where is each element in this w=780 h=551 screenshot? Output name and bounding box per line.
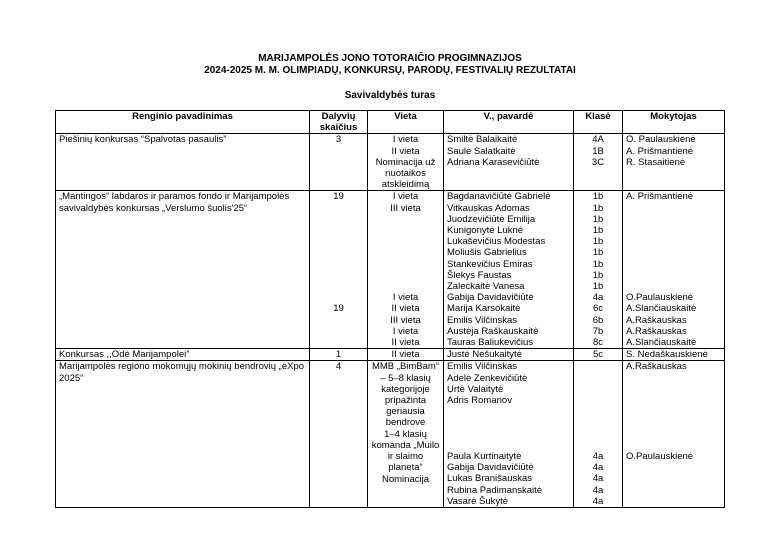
column-header-teacher: Mokytojas <box>623 111 725 134</box>
student-name: Emilis Vilčinskas <box>447 361 518 373</box>
student-name: Šlekys Faustas <box>447 269 512 281</box>
class <box>577 373 619 384</box>
table-row <box>56 134 725 191</box>
place <box>371 270 440 281</box>
student-name: Juodzevičiūtė Emilija <box>447 213 536 225</box>
class: 4a <box>592 462 604 474</box>
place: MMB „BimBam“ – 5–8 klasių kategorijoje pripažinta geriausia bendrove <box>371 361 440 429</box>
teacher: O.Paulauskienė <box>626 450 694 462</box>
teacher <box>626 270 721 281</box>
place-cell <box>368 361 444 508</box>
place: III vieta <box>390 202 421 214</box>
event-name: Marijampolės regiono mokomųjų mokinių bendrovių „eXpo 2025“ <box>59 361 305 384</box>
class: 1b <box>592 225 604 237</box>
teacher <box>626 259 721 270</box>
event-name-cell <box>56 361 310 508</box>
student-name: Kunigonytė Luknė <box>447 225 524 237</box>
event-name: „Mantingos“ labdaros ir paramos fondo ir Marijampolės savivaldybės konkursas „Verslumo šuolis'25“ <box>59 191 290 214</box>
class: 4a <box>592 473 604 485</box>
student-name <box>447 440 570 451</box>
class-cell <box>574 349 623 361</box>
participant-count <box>313 203 364 214</box>
participant-count <box>313 292 364 303</box>
teacher <box>626 373 721 384</box>
teacher: A.Raškauskas <box>626 361 687 373</box>
teacher: A. Prišmantienė <box>626 191 694 203</box>
place: III vieta <box>390 314 421 326</box>
results-table <box>55 110 725 508</box>
class: 1b <box>592 247 604 259</box>
class <box>577 361 619 372</box>
class: 4A <box>592 134 604 146</box>
column-header-event: Renginio pavadinimas <box>56 111 310 134</box>
teacher <box>626 203 721 214</box>
place <box>371 236 440 247</box>
student-name: Bagdanavičiūtė Gabrielė <box>447 191 551 203</box>
class: 1b <box>592 236 604 248</box>
place <box>371 247 440 258</box>
place: II vieta <box>391 336 420 348</box>
table-row <box>56 191 725 349</box>
student-name: Paula Kurtinaitytė <box>447 451 522 463</box>
class: 1b <box>592 202 604 214</box>
teacher <box>626 417 721 428</box>
participant-count: 19 <box>333 191 344 203</box>
participant-count: 1 <box>335 349 342 361</box>
participant-count: 3 <box>335 134 342 146</box>
class: 1b <box>592 213 604 225</box>
student-name: Moliušis Gabrielius <box>447 247 527 259</box>
table-row <box>56 361 725 508</box>
class <box>577 417 619 428</box>
column-header-class: Klasė <box>574 111 623 134</box>
place: II vieta <box>391 145 420 157</box>
class: 1b <box>592 281 604 293</box>
place <box>371 259 440 270</box>
student-name: Saulė Salatkaitė <box>447 145 516 157</box>
school-title: MARIJAMPOLĖS JONO TOTORAIČIO PROGIMNAZIJOS <box>258 53 522 64</box>
participant-count: 4 <box>335 361 342 373</box>
teacher: S. Nedaškauskienė <box>626 349 708 361</box>
place: I vieta <box>392 134 419 146</box>
class <box>577 406 619 417</box>
teacher <box>626 236 721 247</box>
student-name: Zaleckaitė Vanesa <box>447 281 525 293</box>
student-name-cell <box>444 361 574 508</box>
place <box>371 214 440 225</box>
participant-count <box>313 281 364 292</box>
student-name: Tauras Baliukevičius <box>447 337 534 349</box>
teacher: O. Paulauskienė <box>626 134 696 146</box>
participant-count: 19 <box>333 303 344 315</box>
place: I vieta <box>392 191 419 203</box>
teacher: A. Prišmantienė <box>626 145 694 157</box>
teacher <box>626 281 721 292</box>
student-name: Lukaševičius Modestas <box>447 236 546 248</box>
teacher <box>626 225 721 236</box>
class: 1b <box>592 191 604 203</box>
student-name: Emilis Vilčinskas <box>447 314 518 326</box>
teacher <box>626 429 721 440</box>
teacher <box>626 384 721 395</box>
teacher-cell <box>623 191 725 349</box>
class: 8c <box>592 337 604 349</box>
student-name: Justė Nešukaitytė <box>447 349 522 361</box>
student-name: Smiltė Balaikaitė <box>447 134 518 146</box>
place-cell <box>368 191 444 349</box>
class <box>577 429 619 440</box>
class: 1B <box>592 145 604 157</box>
participant-count <box>313 225 364 236</box>
student-name: Lukas Branišauskas <box>447 473 533 485</box>
student-name-cell <box>444 134 574 191</box>
class <box>577 395 619 406</box>
class: 6b <box>592 314 604 326</box>
class: 4a <box>592 292 604 304</box>
teacher <box>626 247 721 258</box>
participant-count-cell <box>310 191 368 349</box>
class: 7b <box>592 325 604 337</box>
student-name <box>447 406 570 417</box>
class-cell <box>574 361 623 508</box>
participant-count-cell <box>310 361 368 508</box>
class: 1b <box>592 269 604 281</box>
class <box>577 440 619 451</box>
student-name: Adelė Zenkevičiūtė <box>447 372 528 384</box>
participant-count <box>313 214 364 225</box>
student-name: Austėja Raškauskaitė <box>447 325 539 337</box>
participant-count <box>313 236 364 247</box>
place-cell <box>368 349 444 361</box>
teacher-cell <box>623 349 725 361</box>
place: 1–4 klasių komanda „Muilo ir slaimo planeta“ Nominacija <box>371 428 440 485</box>
teacher: R. Stasaitienė <box>626 156 686 168</box>
class-cell <box>574 191 623 349</box>
student-name-cell <box>444 349 574 361</box>
class: 5c <box>592 349 604 361</box>
event-name-cell <box>56 134 310 191</box>
event-name: Konkursas ,,Odė Marijampolei” <box>59 349 190 361</box>
participant-count <box>313 270 364 281</box>
teacher: A.Slančiauskaitė <box>626 303 697 315</box>
student-name <box>447 429 570 440</box>
place-cell <box>368 134 444 191</box>
teacher-cell <box>623 134 725 191</box>
class <box>577 384 619 395</box>
table-header-row <box>56 111 725 134</box>
class: 3C <box>591 156 605 168</box>
teacher: A.Raškauskas <box>626 325 687 337</box>
class-cell <box>574 134 623 191</box>
place: II vieta <box>391 349 420 361</box>
place <box>371 281 440 292</box>
section-title: Savivaldybės turas <box>344 90 436 101</box>
teacher: O.Paulauskienė <box>626 292 694 304</box>
class: 4a <box>592 484 604 496</box>
place: II vieta <box>391 303 420 315</box>
student-name: Stankevičius Emiras <box>447 258 533 270</box>
student-name-cell <box>444 191 574 349</box>
student-name: Vasarė Šukytė <box>447 495 509 507</box>
event-name: Piešinių konkursas “Spalvotas pasaulis” <box>59 134 227 146</box>
student-name: Rubina Padimanskaitė <box>447 484 543 496</box>
student-name: Urtė Valaitytė <box>447 383 504 395</box>
class: 1b <box>592 258 604 270</box>
event-name-cell <box>56 349 310 361</box>
participant-count-cell <box>310 349 368 361</box>
class: 4a <box>592 495 604 507</box>
student-name: Marija Karsokaitė <box>447 303 521 315</box>
place: I vieta <box>392 292 419 304</box>
participant-count-cell <box>310 134 368 191</box>
place: Nominacija už nuotaikos atskleidimą <box>375 156 436 191</box>
teacher: A.Raškauskas <box>626 314 687 326</box>
class: 6c <box>592 303 604 315</box>
teacher-cell <box>623 361 725 508</box>
teacher <box>626 395 721 406</box>
place <box>371 225 440 236</box>
teacher <box>626 406 721 417</box>
teacher: A.Slančiauskaitė <box>626 336 697 348</box>
student-name: Adriana Karasevičiūtė <box>447 156 540 168</box>
student-name: Vitkauskas Adomas <box>447 202 530 214</box>
event-name-cell <box>56 191 310 349</box>
student-name: Adris Romanov <box>447 395 512 407</box>
teacher <box>626 440 721 451</box>
participant-count <box>313 259 364 270</box>
student-name: Gabija Davidavičiūtė <box>447 292 534 304</box>
student-name <box>447 417 570 428</box>
class: 4a <box>592 450 604 462</box>
column-header-count: Dalyvių skaičius <box>310 111 368 134</box>
table-row <box>56 349 725 361</box>
teacher <box>626 214 721 225</box>
place: I vieta <box>392 325 419 337</box>
column-header-name: V., pavardė <box>444 111 574 134</box>
column-header-place: Vieta <box>368 111 444 134</box>
participant-count <box>313 247 364 258</box>
document-subtitle: 2024-2025 M. M. OLIMPIADŲ, KONKURSŲ, PARODŲ, FESTIVALIŲ REZULTATAI <box>204 65 576 76</box>
student-name: Gabija Davidavičiūtė <box>447 462 534 474</box>
